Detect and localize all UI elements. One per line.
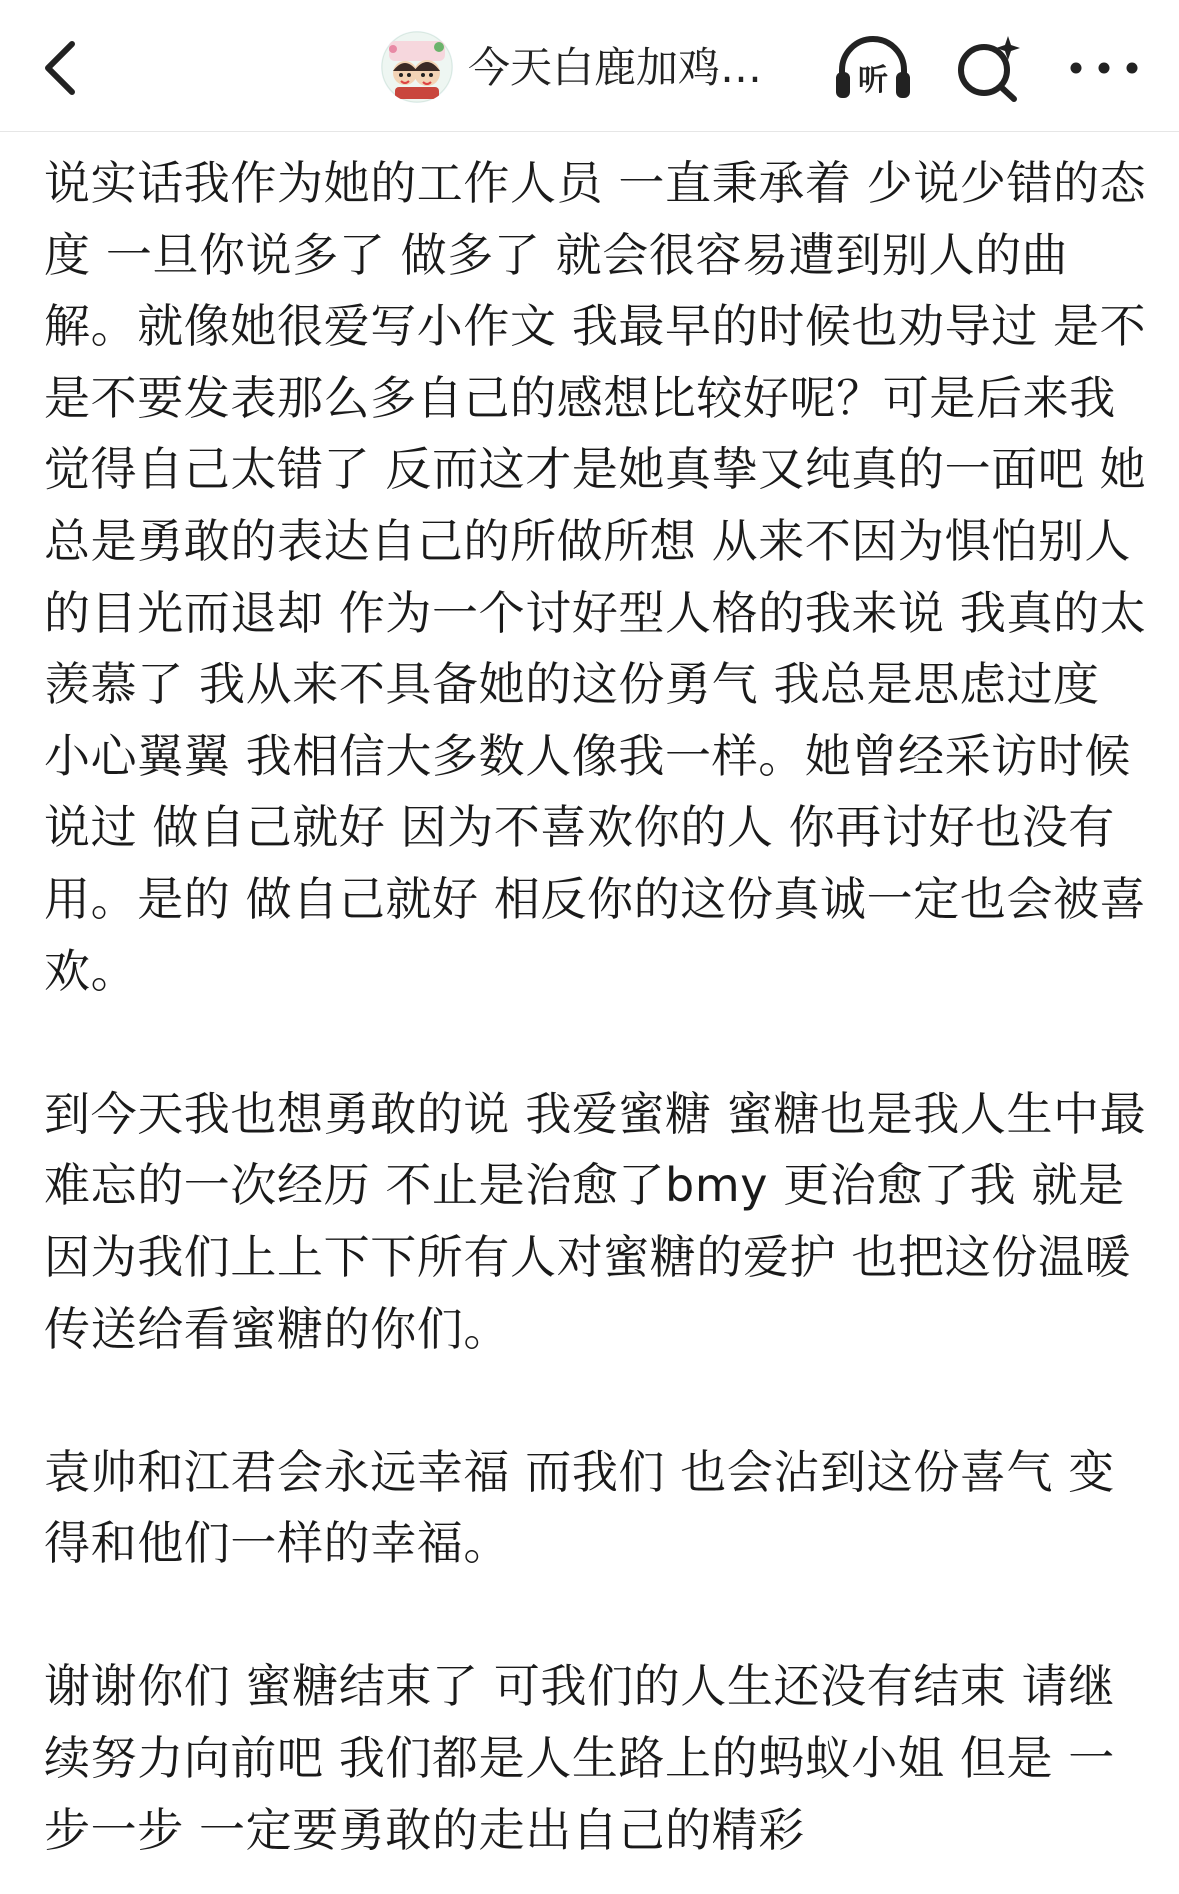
article-paragraph: 袁帅和江君会永远幸福 而我们 也会沾到这份喜气 变得和他们一样的幸福。 [44, 1444, 1115, 1571]
search-button[interactable] [952, 32, 1026, 104]
article-paragraph: 说实话我作为她的工作人员 一直秉承着 少说少错的态度 一旦你说多了 做多了 就会很容易遭到别人的曲解。就像她很爱写小作文 我最早的时候也劝导过 是不是不要发表那么多自己的感想比较好呢？可是后来我觉得自己太错了 反而这才是她真挚又纯真的一面吧 她总是勇敢的表达自己的所做所想 从来不因为惧怕别人的目光而退却 作为一个讨好型人格的我来说 我真的太羡慕了 我从来不具备她的这份勇气 我总是思虑过度 小心翼翼 我相信大多数人像我一样。她曾经采访时候说过 做自己就好 因为不喜欢你的人 你再讨好也没有用。是的 做自己就好 相反你的这份真诚一定也会被喜欢。 [44, 156, 1147, 998]
chevron-left-icon [40, 38, 80, 98]
more-dots-icon [1066, 32, 1142, 104]
article-paragraph: 到今天我也想勇敢的说 我爱蜜糖 蜜糖也是我人生中最难忘的一次经历 不止是治愈了bmy 更治愈了我 就是因为我们上上下下所有人对蜜糖的爱护 也把这份温暖传送给看蜜糖的你们。 [44, 1086, 1147, 1356]
search-sparkle-icon [952, 32, 1026, 104]
back-button[interactable] [30, 32, 90, 104]
article-body [44, 148, 1154, 1866]
article-paragraph: 谢谢你们 蜜糖结束了 可我们的人生还没有结束 请继续努力向前吧 我们都是人生路上的蚂蚁小姐 但是 一步一步 一定要勇敢的走出自己的精彩 [44, 1659, 1115, 1857]
author-avatar[interactable] [381, 31, 453, 103]
top-navigation-bar [0, 0, 1179, 132]
headphones-icon [832, 32, 914, 104]
avatar-illustration [381, 31, 453, 103]
post-title[interactable]: 今天白鹿加鸡… [468, 43, 763, 92]
listen-label: 听 [858, 63, 888, 98]
more-options-button[interactable] [1066, 32, 1142, 104]
listen-button[interactable] [832, 32, 914, 104]
